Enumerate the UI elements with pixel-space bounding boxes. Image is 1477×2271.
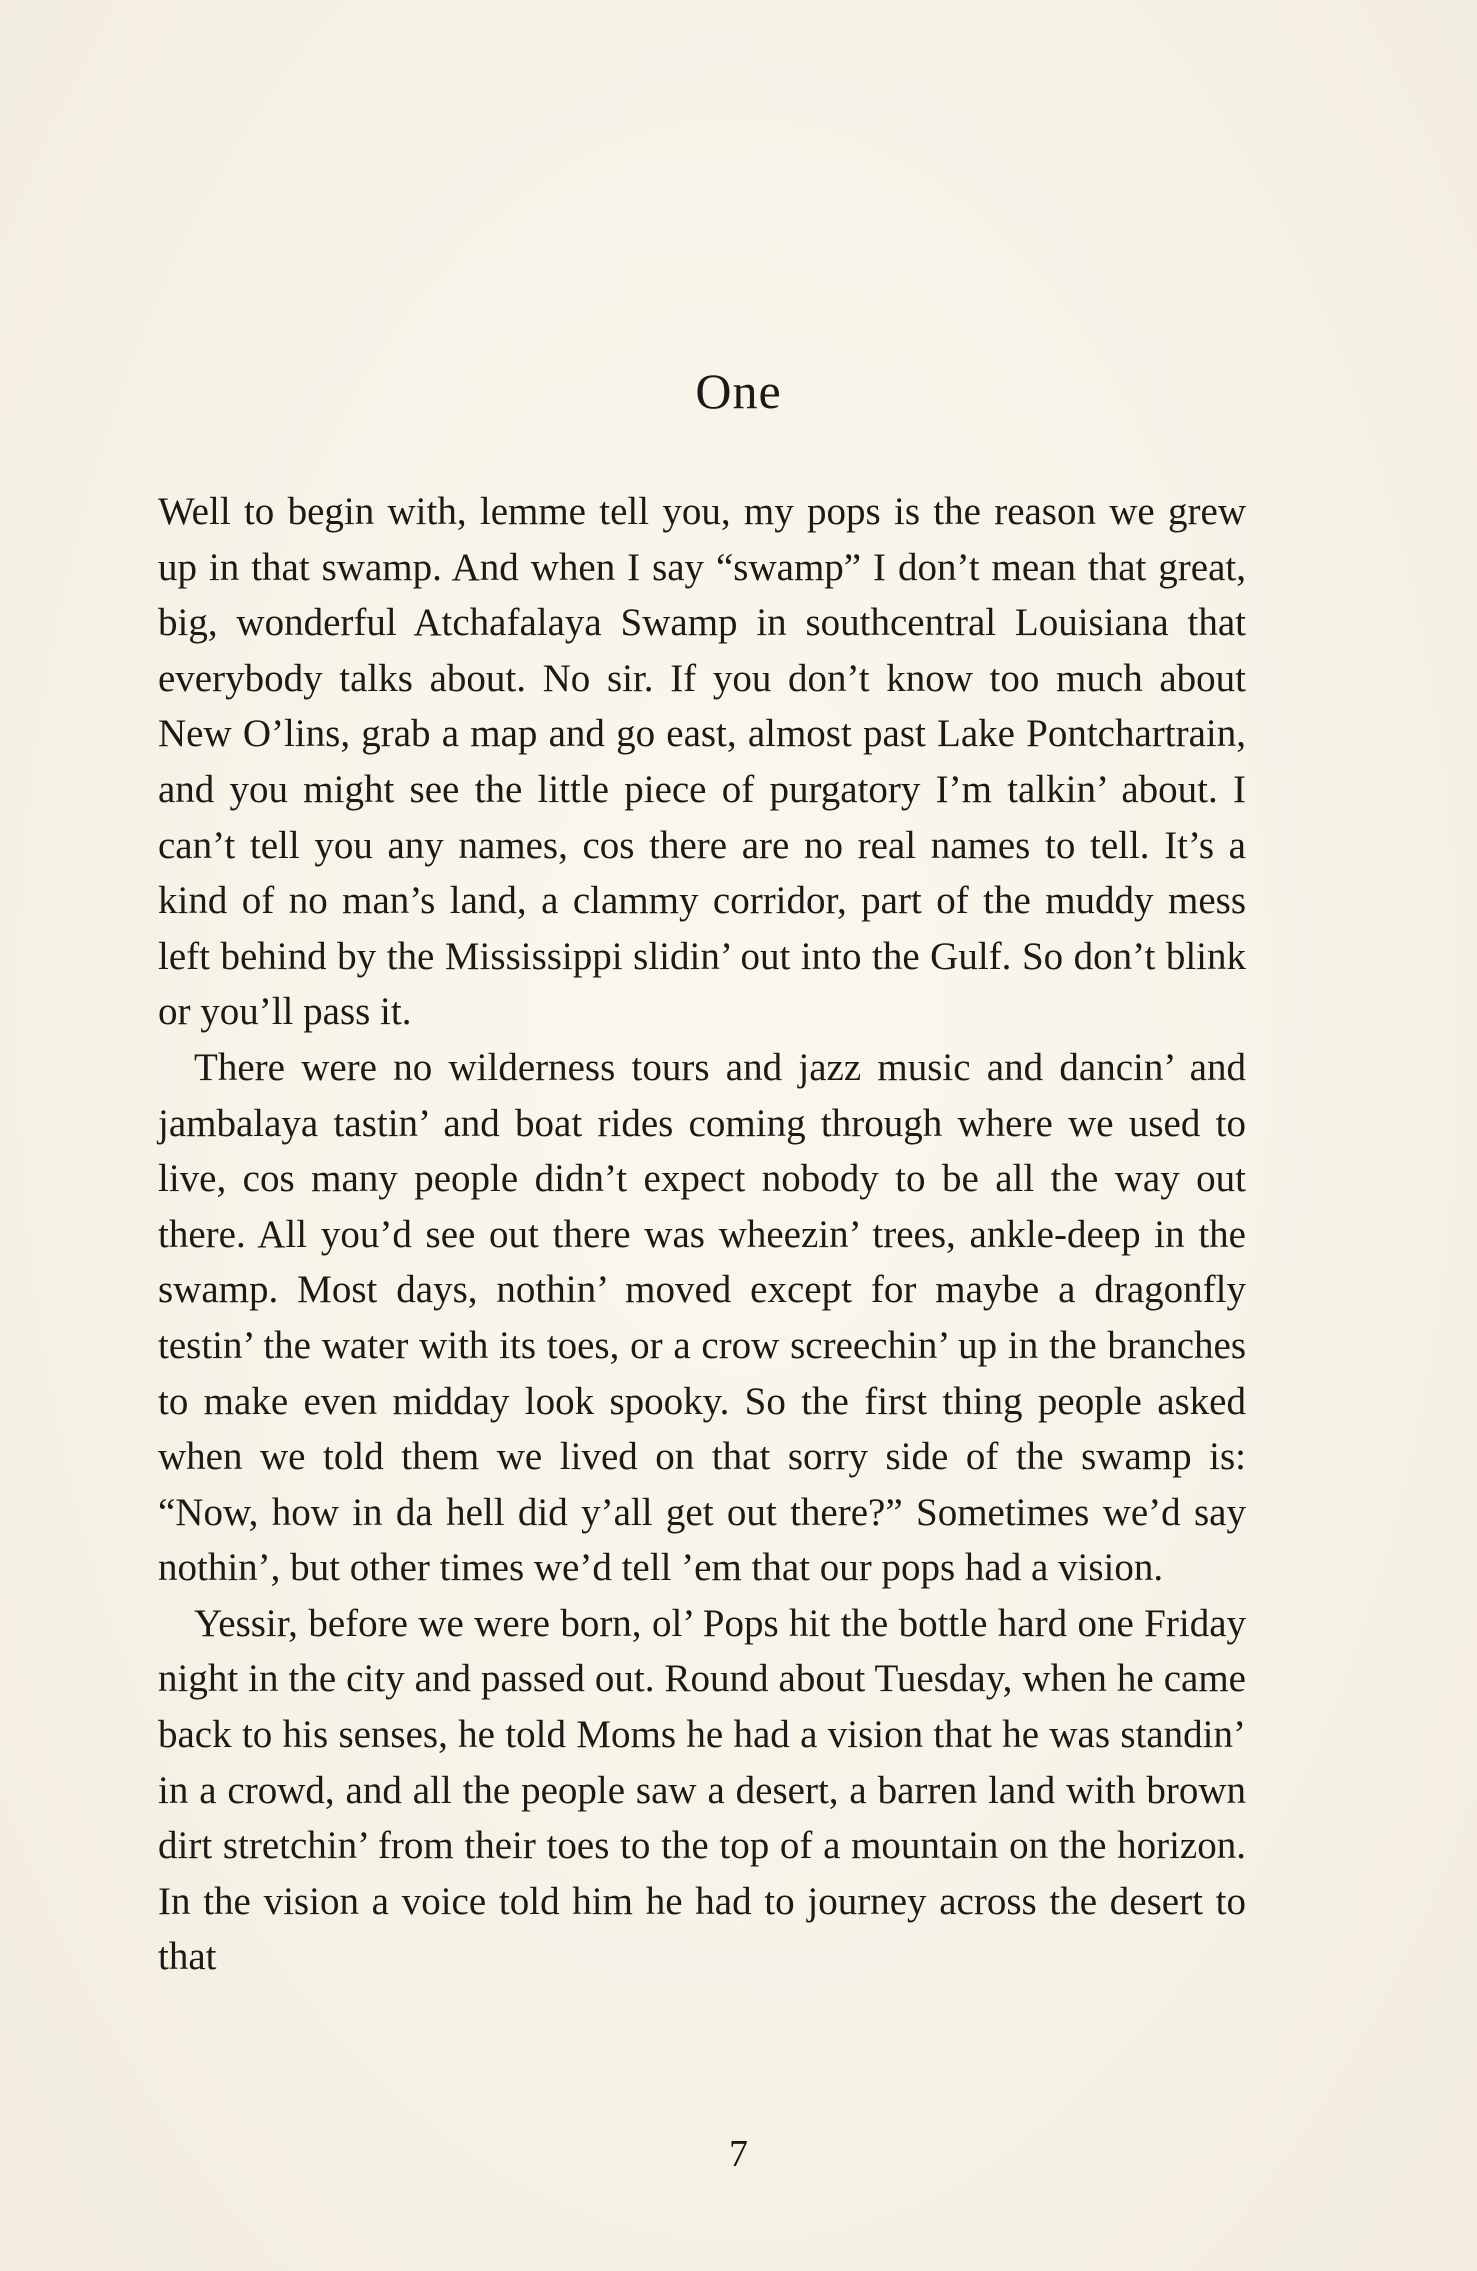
chapter-body xyxy=(158,484,1246,1985)
chapter-title: One xyxy=(695,363,782,419)
paragraph-3: Yessir, before we were born, ol’ Pops hit the bottle hard one Friday night in the city and passed out. Round about Tuesday, when he came back to his senses, he told Moms he had a vision that he was standin’ in a crowd, and all the people saw a desert, a barren land with brown dirt stretchin’ from their toes to the top of a mountain on the horizon. In the vision a voice told him he had to journey across the desert to that xyxy=(158,1601,1246,1979)
page-number: 7 xyxy=(729,2133,748,2175)
paragraph-2: There were no wilderness tours and jazz music and dancin’ and jambalaya tastin’ and boat rides coming through where we used to live, cos many people didn’t expect nobody to be all the way out there. All you’d see out there was wheezin’ trees, ankle-deep in the swamp. Most days, nothin’ moved except for maybe a dragonfly testin’ the water with its toes, or a crow screechin’ up in the branches to make even midday look spooky. So the first thing people asked when we told them we lived on that sorry side of the swamp is: “Now, how in da hell did y’all get out there?” Sometimes we’d say nothin’, but other times we’d tell ’em that our pops had a vision. xyxy=(158,1045,1246,1590)
paragraph-1: Well to begin with, lemme tell you, my pops is the reason we grew up in that swamp. And when I say “swamp” I don’t mean that great, big, wonderful Atchafalaya Swamp in southcentral Louisiana that everybody talks about. No sir. If you don’t know too much about New O’lins, grab a map and go east, almost past Lake Pontchartrain, and you might see the little piece of purgatory I’m talkin’ about. I can’t tell you any names, cos there are no real names to tell. It’s a kind of no man’s land, a clammy corridor, part of the muddy mess left behind by the Mississippi slidin’ out into the Gulf. So don’t blink or you’ll pass it. xyxy=(158,490,1246,1034)
